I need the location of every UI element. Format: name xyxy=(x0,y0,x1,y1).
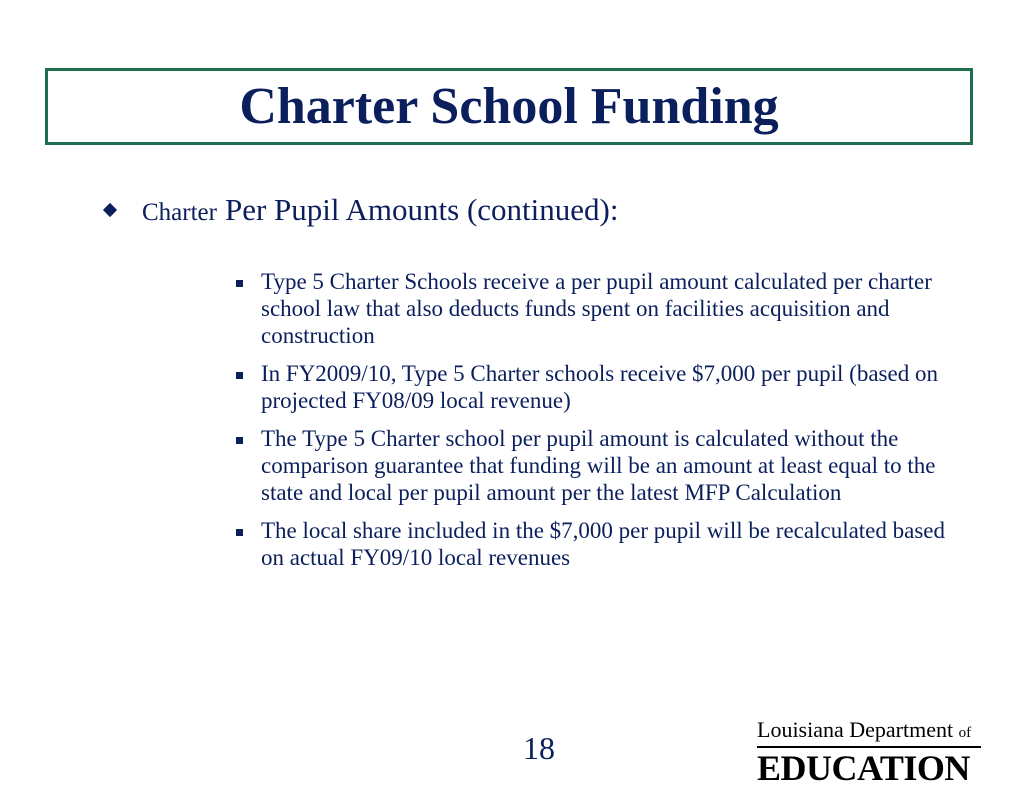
square-bullet-icon xyxy=(236,437,243,444)
diamond-bullet-icon xyxy=(103,203,117,217)
louisiana-education-logo xyxy=(757,717,989,788)
sub-bullet-text: The local share included in the $7,000 per pupil will be recalculated based on actual FY09/10 local revenues xyxy=(261,518,946,570)
square-bullet-icon xyxy=(236,280,243,287)
logo-top-line xyxy=(757,718,989,745)
sub-bullet-text: In FY2009/10, Type 5 Charter schools receive $7,000 per pupil (based on projected FY08/09 local revenue) xyxy=(261,361,938,413)
sub-bullet-item xyxy=(236,268,956,349)
slide-title: Charter School Funding xyxy=(239,77,779,135)
square-bullet-icon xyxy=(236,372,243,379)
sub-bullet-text: The Type 5 Charter school per pupil amount is calculated without the comparison guarantee that funding will be an amount at least equal to the state and local per pupil amount per the latest MFP Calculation xyxy=(261,426,936,505)
sub-bullet-item xyxy=(236,517,956,571)
page-number: 18 xyxy=(523,730,555,766)
sub-bullet-text: Type 5 Charter Schools receive a per pupil amount calculated per charter school law that also deducts funds spent on facilities acquisition and construction xyxy=(261,269,932,348)
sub-bullet-item xyxy=(236,425,956,506)
sub-bullet-list xyxy=(236,268,956,582)
main-bullet-lead-small: Charter xyxy=(142,199,217,226)
main-bullet xyxy=(105,192,618,228)
square-bullet-icon xyxy=(236,529,243,536)
logo-line2: EDUCATION xyxy=(757,748,970,788)
main-bullet-lead-large: Per Pupil Amounts (continued): xyxy=(224,192,619,227)
logo-line1: Louisiana Department xyxy=(757,717,954,742)
title-box xyxy=(45,68,973,145)
logo-of: of xyxy=(958,725,972,741)
sub-bullet-item xyxy=(236,360,956,414)
